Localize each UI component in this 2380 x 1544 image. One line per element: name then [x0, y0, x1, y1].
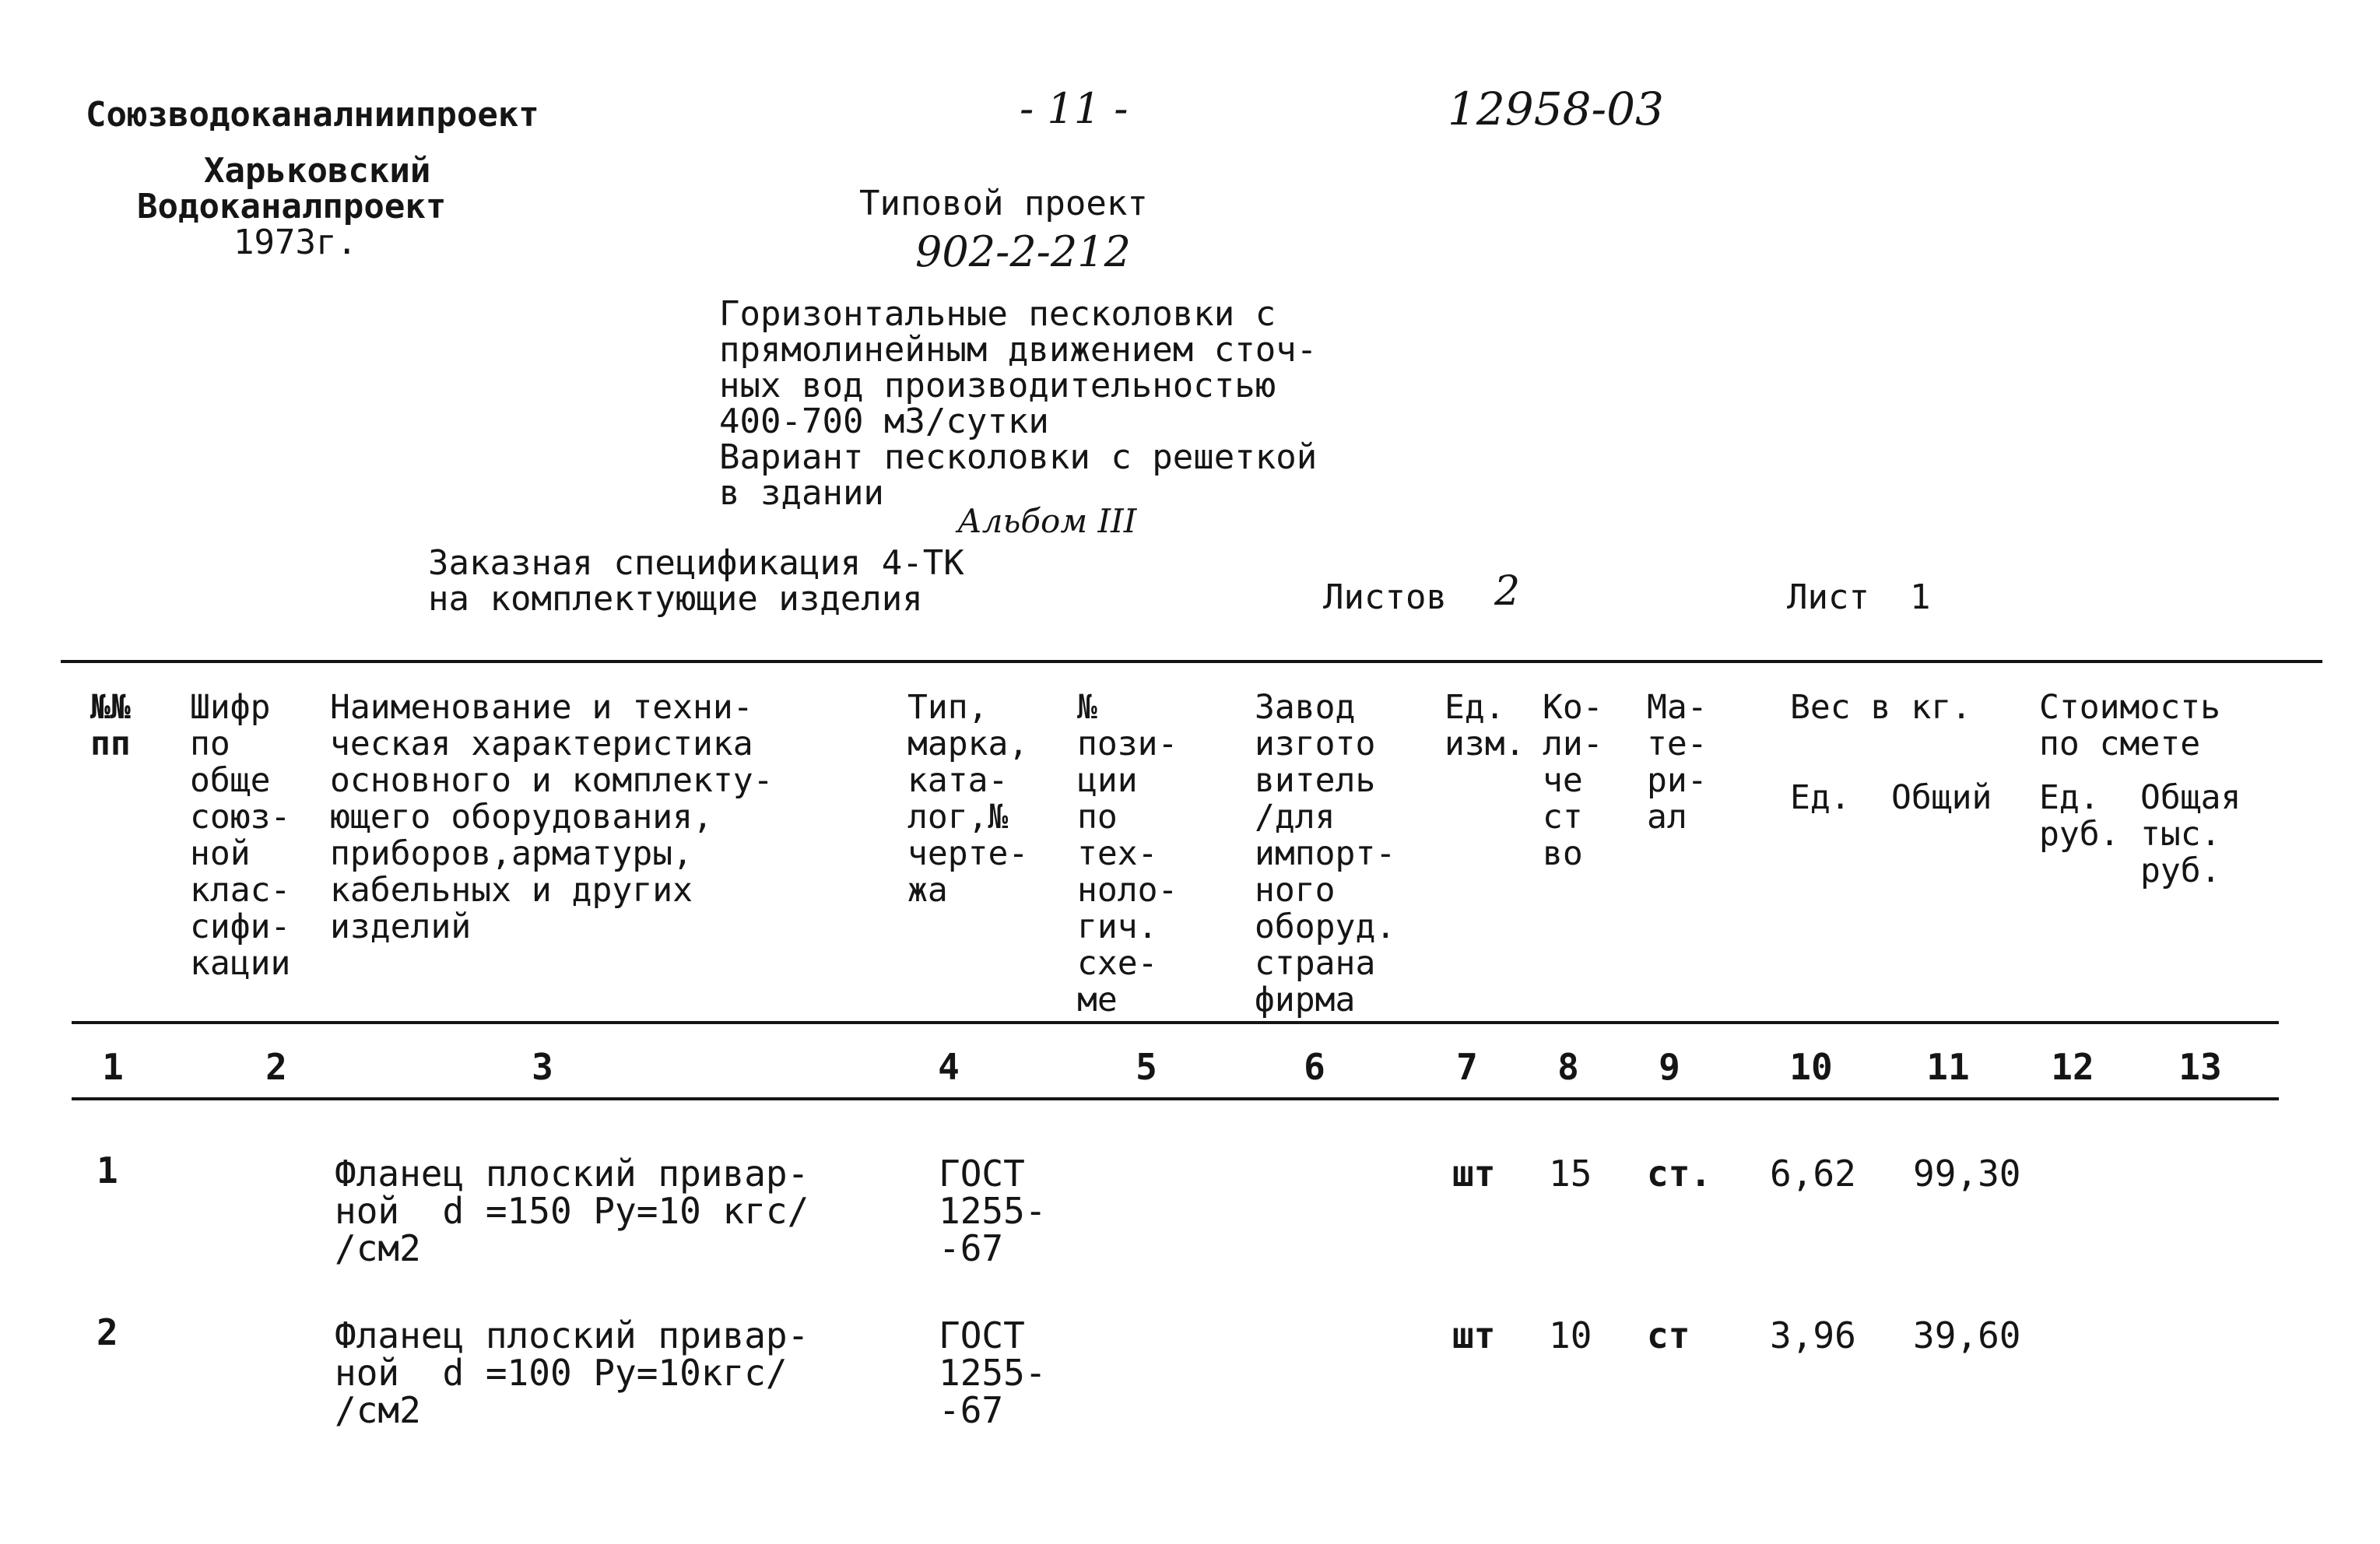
- col-header-2: Шифр по обще союз- ной клас- сифи- кации: [190, 688, 291, 983]
- table-row-2-unit-weight: 3,96: [1770, 1314, 1856, 1356]
- project-title-line-2: прямолинейным движением сточ-: [719, 330, 1318, 370]
- col-number-2: 2: [265, 1046, 287, 1088]
- col-number-12: 12: [2051, 1046, 2094, 1088]
- table-row-2-type: ГОСТ 1255- -67: [939, 1314, 1047, 1431]
- table-row-2-number: 2: [97, 1311, 118, 1353]
- table-row-2-unit: шт: [1452, 1314, 1496, 1356]
- org-sub-line-2: Водоканалпроект: [137, 187, 447, 226]
- col-number-3: 3: [532, 1046, 553, 1088]
- table-row-1-name: Фланец плоский привар- ной d =150 Ру=10 кгс/ /см2: [335, 1153, 809, 1269]
- col-number-6: 6: [1304, 1046, 1325, 1088]
- table-row-1-unit: шт: [1452, 1153, 1496, 1195]
- col-number-1: 1: [102, 1046, 124, 1088]
- project-title-line-5: Вариант песколовки с решеткой: [719, 437, 1318, 477]
- project-title-line-4: 400-700 м3/сутки: [719, 402, 1049, 441]
- project-number: 902-2-212: [915, 227, 1131, 276]
- col-header-8: Ко- ли- че ст во: [1543, 688, 1603, 873]
- org-sub-line-1: Харьковский: [204, 151, 431, 191]
- project-label: Типовой проект: [859, 184, 1148, 223]
- project-title-line-6: в здании: [719, 473, 884, 513]
- project-title-line-3: ных вод производительностью: [719, 366, 1276, 405]
- column-number-rule: [72, 1097, 2279, 1100]
- table-top-rule: [61, 660, 2322, 663]
- col-header-7: Ед. изм.: [1444, 688, 1525, 763]
- table-row-1-material: ст.: [1647, 1153, 1712, 1195]
- project-title-line-1: Горизонтальные песколовки с: [719, 294, 1276, 334]
- col-number-5: 5: [1136, 1046, 1157, 1088]
- col-number-4: 4: [938, 1046, 960, 1088]
- table-row-2-total-weight: 39,60: [1913, 1314, 2021, 1356]
- col-number-7: 7: [1456, 1046, 1478, 1088]
- organization-name: Союзводоканалниипроект: [86, 95, 539, 135]
- cost-total-header: Общая тыс. руб.: [2140, 778, 2241, 890]
- weight-total-header: Общий: [1891, 778, 1992, 817]
- col-number-13: 13: [2178, 1046, 2222, 1088]
- page-marker: - 11 -: [1020, 84, 1129, 133]
- col-number-10: 10: [1789, 1046, 1833, 1088]
- table-row-1-total-weight: 99,30: [1913, 1153, 2021, 1195]
- col-number-11: 11: [1926, 1046, 1970, 1088]
- sheet-value: 1: [1910, 577, 1931, 617]
- album-label: Альбом III: [957, 502, 1137, 540]
- col-header-1: №№ пп: [90, 688, 131, 763]
- table-row-1-number: 1: [97, 1149, 118, 1191]
- spec-title-line-1: Заказная спецификация 4-ТК: [428, 543, 964, 583]
- sheets-label: Листов: [1323, 577, 1447, 617]
- table-row-1-quantity: 15: [1549, 1153, 1592, 1195]
- sheets-value: 2: [1494, 568, 1521, 615]
- weight-unit-header: Ед.: [1790, 778, 1851, 817]
- col-header-9: Ма- те- ри- ал: [1647, 688, 1708, 837]
- document-number: 12958-03: [1448, 82, 1664, 135]
- cost-unit-header: Ед. руб.: [2039, 778, 2120, 854]
- header-bottom-rule: [72, 1021, 2279, 1024]
- col-number-8: 8: [1557, 1046, 1579, 1088]
- spec-title-line-2: на комплектующие изделия: [428, 579, 923, 619]
- col-header-6: Завод изгото витель /для импорт- ного оборуд. страна фирма: [1255, 688, 1396, 1019]
- cost-group-header: Стоимость по смете: [2039, 688, 2220, 763]
- table-row-2-quantity: 10: [1549, 1314, 1592, 1356]
- col-header-5: № пози- ции по тех- ноло- гич. схе- ме: [1077, 688, 1178, 1019]
- col-header-3: Наименование и техни- ческая характеристика основного и комплекту- ющего оборудования, приборов,арматуры, кабельных и других изделий: [330, 688, 774, 946]
- table-row-2-name: Фланец плоский привар- ной d =100 Ру=10кгс/ /см2: [335, 1314, 809, 1431]
- table-row-1-unit-weight: 6,62: [1770, 1153, 1856, 1195]
- weight-group-header: Вес в кг.: [1790, 688, 1971, 727]
- table-row-1-type: ГОСТ 1255- -67: [939, 1153, 1047, 1269]
- org-sub-year: 1973г.: [233, 223, 357, 262]
- col-number-9: 9: [1659, 1046, 1680, 1088]
- col-header-4: Тип, марка, ката- лог,№ черте- жа: [907, 688, 1029, 910]
- table-row-2-material: ст: [1647, 1314, 1690, 1356]
- sheet-label: Лист: [1787, 577, 1869, 617]
